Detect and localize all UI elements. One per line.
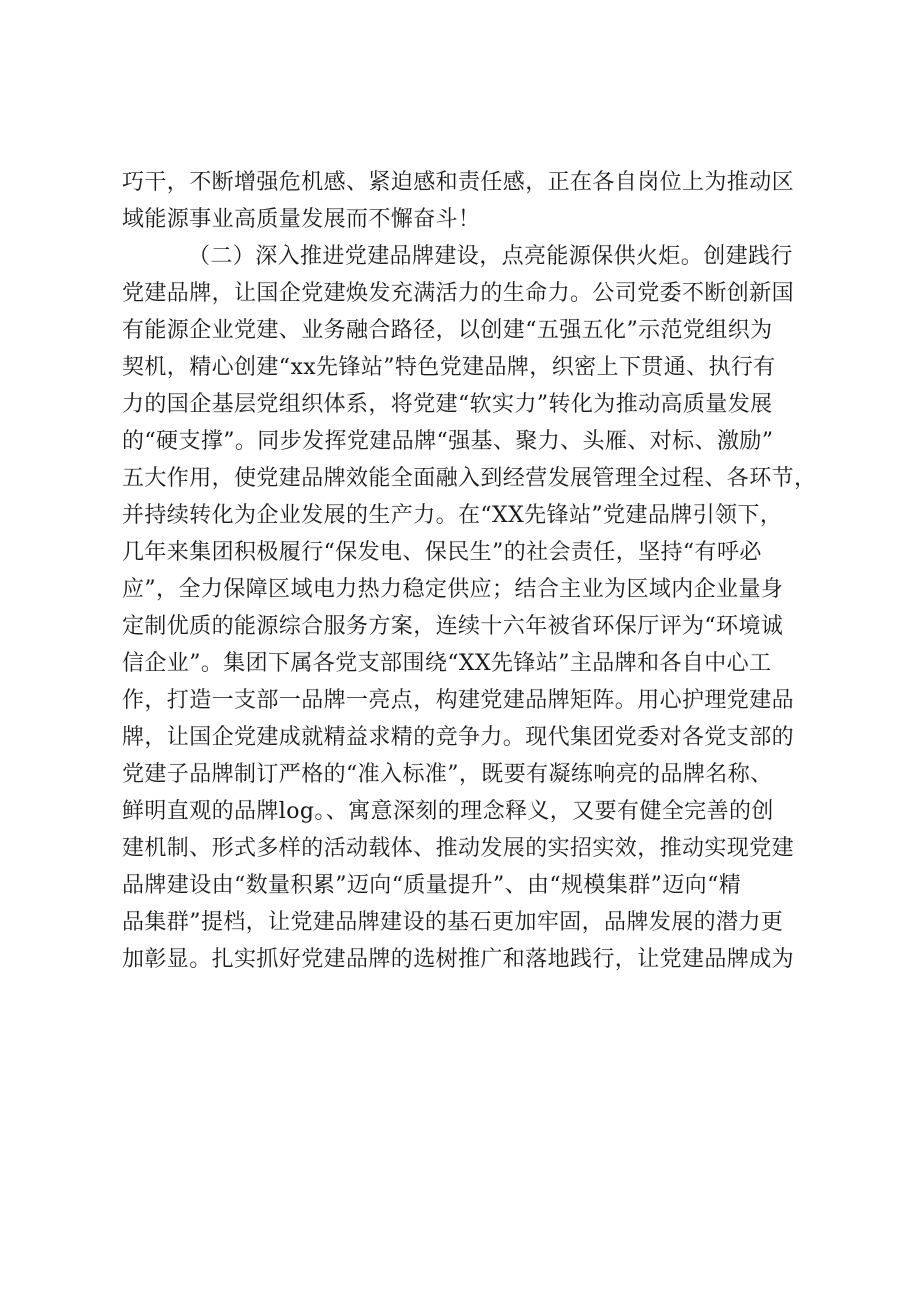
text-line: 应”，全力保障区域电力热力稳定供应；结合主业为区域内企业量身 xyxy=(122,577,784,602)
text-line: 牌，让国企党建成就精益求精的竞争力。现代集团党委对各党支部的 xyxy=(122,725,795,750)
text-line: 党建品牌，让国企党建焕发充满活力的生命力。公司党委不断创新国 xyxy=(122,281,795,306)
text-line: 力的国企基层党组织体系，将党建“软实力”转化为推动高质量发展 xyxy=(122,392,773,417)
text-line: 有能源企业党建、业务融合路径，以创建“五强五化”示范党组织为 xyxy=(122,318,773,343)
text-line: 品牌建设由“数量积累”迈向“质量提升”、由“规模集群”迈向“精 xyxy=(122,873,742,898)
text-line: 品集群”提档，让党建品牌建设的基石更加牢固，品牌发展的潜力更 xyxy=(122,910,784,935)
text-line: 鲜明直观的品牌log。、寓意深刻的理念释义，又要有健全完善的创 xyxy=(122,799,774,824)
text-line: 党建子品牌制订严格的“准入标准”，既要有凝练响亮的品牌名称、 xyxy=(122,762,773,787)
text-line: 并持续转化为企业发展的生产力。在“XX先锋站”党建品牌引领下， xyxy=(122,503,783,528)
text-line: 信企业”。集团下属各党支部围绕“XX先锋站”主品牌和各自中心工 xyxy=(122,651,772,676)
text-line: 五大作用，使党建品牌效能全面融入到经营发展管理全过程、各环节， xyxy=(122,466,817,491)
text-line: 域能源事业高质量发展而不懈奋斗！ xyxy=(122,207,481,232)
text-line: 作，打造一支部一品牌一亮点，构建党建品牌矩阵。用心护理党建品 xyxy=(122,688,795,713)
text-line: 契机，精心创建“xx先锋站”特色党建品牌，织密上下贯通、执行有 xyxy=(122,355,776,380)
text-line: （二）深入推进党建品牌建设，点亮能源保供火炬。创建践行 xyxy=(188,244,793,269)
text-line: 加彰显。扎实抓好党建品牌的选树推广和落地践行，让党建品牌成为 xyxy=(122,947,795,972)
text-line: 建机制、形式多样的活动载体、推动发展的实招实效，推动实现党建 xyxy=(122,836,795,861)
text-line: 几年来集团积极履行“保发电、保民生”的社会责任，坚持“有呼必 xyxy=(122,540,762,565)
text-line: 的“硬支撑”。同步发挥党建品牌“强基、聚力、头雁、对标、激励” xyxy=(122,429,774,454)
text-line: 定制优质的能源综合服务方案，连续十六年被省环保厅评为“环境诚 xyxy=(122,614,784,639)
text-line: 巧干，不断增强危机感、紧迫感和责任感，正在各自岗位上为推动区 xyxy=(122,170,795,195)
